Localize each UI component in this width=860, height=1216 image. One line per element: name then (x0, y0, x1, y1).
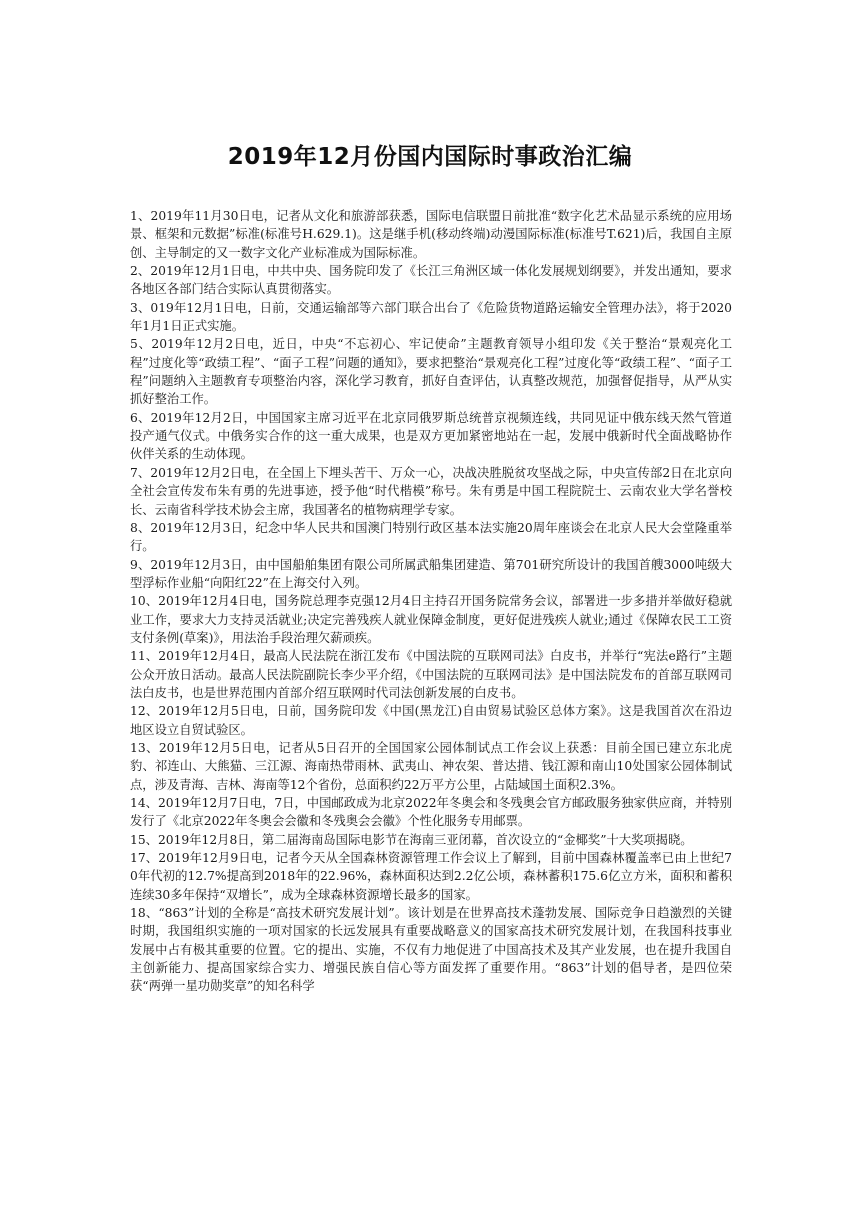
news-item-3: 3、019年12月1日电，日前，交通运输部等六部门联合出台了《危险货物道路运输安全管理办法》，将于2020年1月1日正式实施。 (130, 300, 732, 334)
news-item-8: 8、2019年12月3日，纪念中华人民共和国澳门特别行政区基本法实施20周年座谈会在北京人民大会堂隆重举行。 (130, 520, 732, 554)
news-item-1: 1、2019年11月30日电，记者从文化和旅游部获悉，国际电信联盟日前批准“数字化艺术品显示系统的应用场景、框架和元数据”标准(标准号H.629.1)。这是继手机(移动终端)动漫国际标准(标准号T.621)后，我国自主原创、主导制定的又一数字文化产业标准成为国际标准。 (130, 209, 732, 260)
news-item-9: 9、2019年12月3日，由中国船舶集团有限公司所属武船集团建造、第701研究所设计的我国首艘3000吨级大型浮标作业船“向阳红22”在上海交付入列。 (130, 557, 732, 590)
news-item-6: 6、2019年12月2日，中国国家主席习近平在北京同俄罗斯总统普京视频连线，共同见证中俄东线天然气管道投产通气仪式。中俄务实合作的这一重大成果，也是双方更加紧密地站在一起，发展中俄新时代全面战略协作伙伴关系的生动体现。 (130, 410, 732, 462)
news-item-12: 12、2019年12月5日电，日前，国务院印发《中国(黑龙江)自由贸易试验区总体方案》。这是我国首次在沿边地区设立自贸试验区。 (130, 704, 732, 737)
news-item-5: 5、2019年12月2日电，近日，中央“不忘初心、牢记使命”主题教育领导小组印发《关于整治“景观亮化工程”过度化等“政绩工程”、“面子工程”问题的通知》，要求把整治“景观亮化工程”过度化等“政绩工程”、“面子工程”问题纳入主题教育专项整治内容，深化学习教育，抓好自查评估，认真整改规范，加强督促指导，从严从实抓好整治工作。 (130, 337, 732, 407)
news-item-17: 17、2019年12月9日电，记者今天从全国森林资源管理工作会议上了解到，目前中国森林覆盖率已由上世纪70年代初的12.7%提高到2018年的22.96%，森林面积达到2.2亿公顷，森林蓄积175.6亿立方米，面积和蓄积连续30多年保持“双增长”，成为全球森林资源增长最多的国家。 (130, 851, 732, 902)
news-item-7: 7、2019年12月2日电，在全国上下埋头苦干、万众一心，决战决胜脱贫攻坚战之际，中央宣传部2日在北京向全社会宣传发布朱有勇的先进事迹，授予他“时代楷模”称号。朱有勇是中国工程院院士、云南农业大学名誉校长、云南省科学技术协会主席，我国著名的植物病理学专家。 (130, 465, 732, 517)
news-item-11: 11、2019年12月4日，最高人民法院在浙江发布《中国法院的互联网司法》白皮书，并举行“宪法e路行”主题公众开放日活动。最高人民法院副院长李少平介绍，《中国法院的互联网司法》是中国法院发布的首部互联网司法白皮书，也是世界范围内首部介绍互联网时代司法创新发展的白皮书。 (130, 649, 732, 700)
news-item-18: 18、“863”计划的全称是“高技术研究发展计划”。该计划是在世界高技术蓬勃发展、国际竞争日趋激烈的关键时期，我国组织实施的一项对国家的长远发展具有重要战略意义的国家高技术研究发展计划，在我国科技事业发展中占有极其重要的位置。它的提出、实施，不仅有力地促进了中国高技术及其产业发展，也在提升我国自主创新能力、提高国家综合实力、增强民族自信心等方面发挥了重要作用。“863”计划的倡导者，是四位荣获“两弹一星功勋奖章”的知名科学 (130, 906, 732, 994)
document-title: 2019年12月份国内国际时事政治汇编 (227, 144, 633, 170)
news-item-10: 10、2019年12月4日电，国务院总理李克强12月4日主持召开国务院常务会议，部署进一步多措并举做好稳就业工作，要求大力支持灵活就业;决定完善残疾人就业保障金制度，更好促进残疾人就业;通过《保障农民工工资支付条例(草案)》，用法治手段治理欠薪顽疾。 (130, 594, 732, 645)
news-item-2: 2、2019年12月1日电，中共中央、国务院印发了《长江三角洲区域一体化发展规划纲要》，并发出通知，要求各地区各部门结合实际认真贯彻落实。 (130, 264, 732, 297)
document-body (130, 207, 732, 996)
news-item-13: 13、2019年12月5日电，记者从5日召开的全国国家公园体制试点工作会议上获悉：目前全国已建立东北虎豹、祁连山、大熊猫、三江源、海南热带雨林、武夷山、神农架、普达措、钱江源和南山10处国家公园体制试点，涉及青海、吉林、海南等12个省份，总面积约22万平方公里，占陆域国土面积2.3%。 (130, 740, 732, 792)
news-item-14: 14、2019年12月7日电，7日，中国邮政成为北京2022年冬奥会和冬残奥会官方邮政服务独家供应商，并特别发行了《北京2022年冬奥会会徽和冬残奥会会徽》个性化服务专用邮票。 (130, 796, 732, 829)
news-item-15: 15、2019年12月8日，第二届海南岛国际电影节在海南三亚闭幕，首次设立的“金椰奖”十大奖项揭晓。 (130, 832, 693, 847)
